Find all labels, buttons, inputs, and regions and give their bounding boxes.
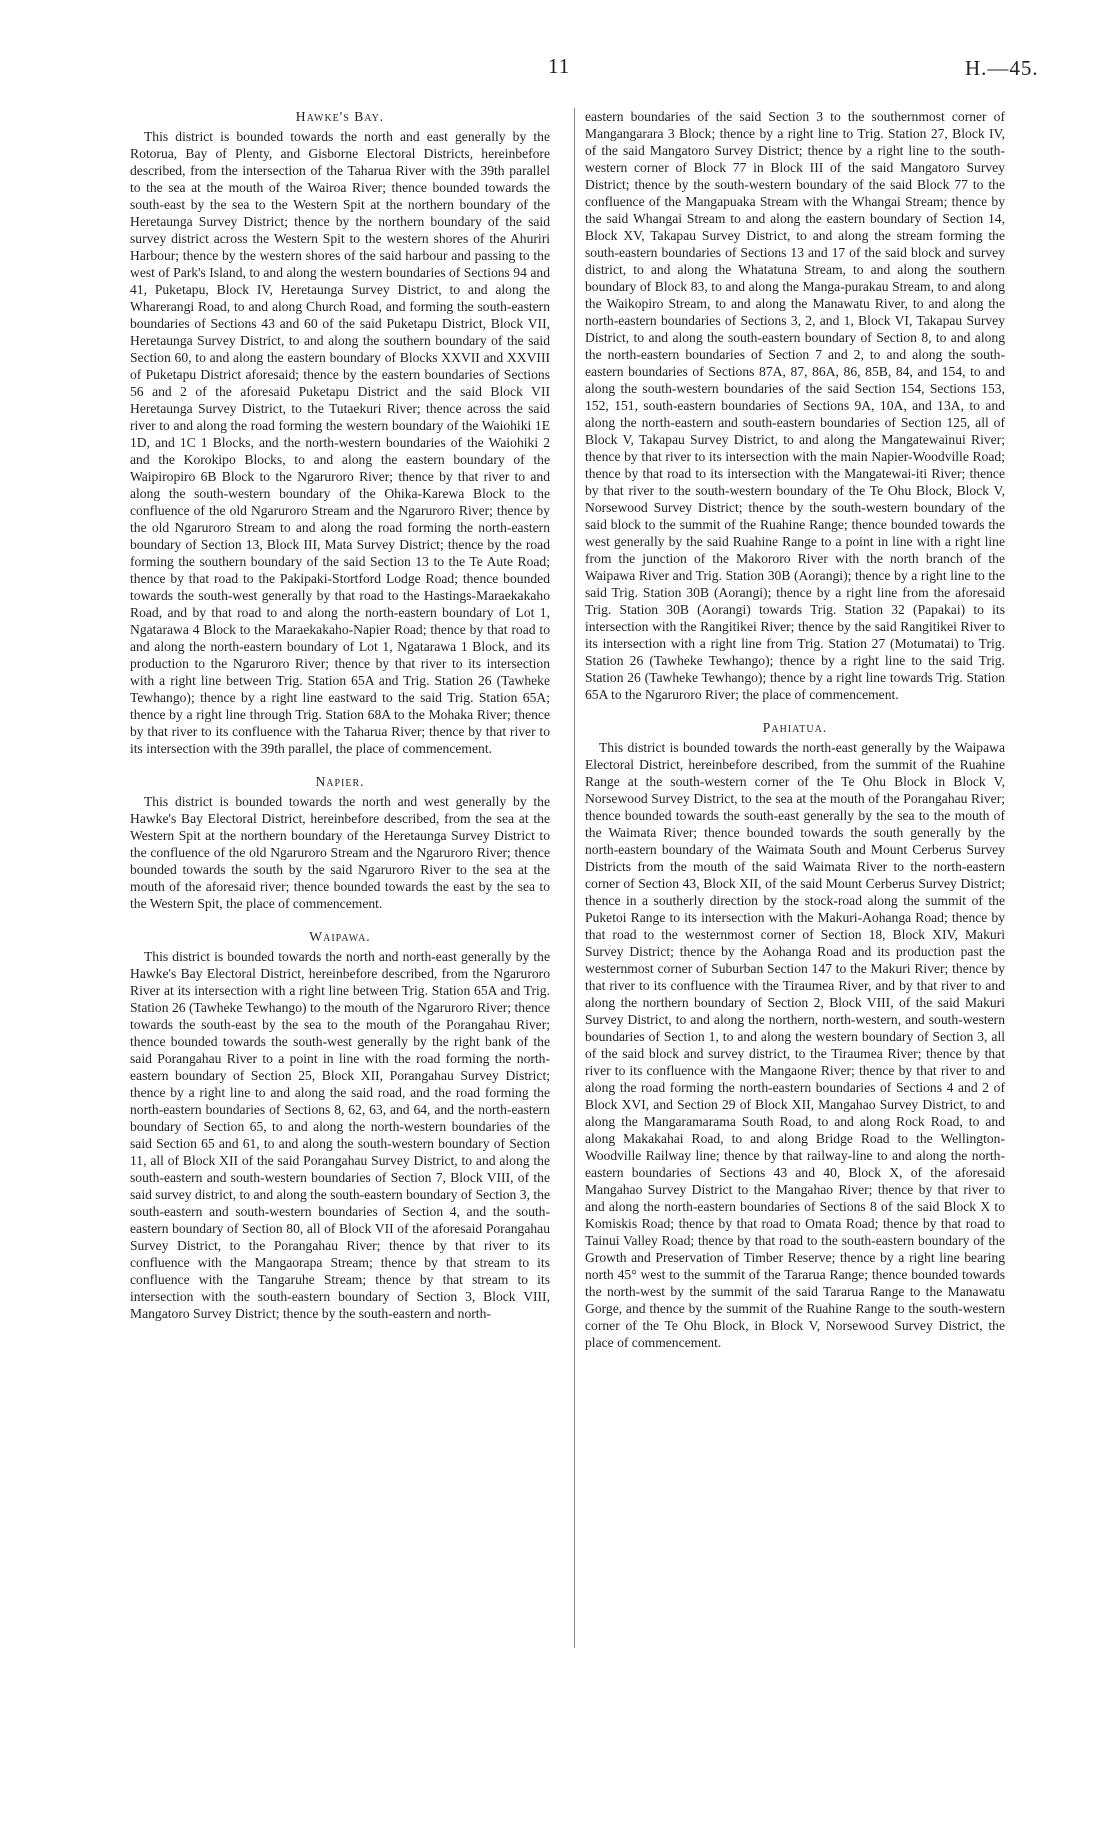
document-reference: H.—45. — [965, 56, 1039, 80]
heading-waipawa: Waipawa. — [309, 929, 371, 944]
heading-pahiatua: Pahiatua. — [762, 720, 828, 735]
heading-napier: Napier. — [315, 774, 365, 789]
paragraph-napier: This district is bounded towards the north and west generally by the Hawke's Bay Electoral District, hereinbefore described, from the sea at the Western Spit at the northern boundary of the Heretaunga Survey District to the confluence of the old Ngaruroro Stream and the Ngaruroro River; thence bounded towards the south by the said Ngaruroro River to the sea at the mouth of the aforesaid river; thence bounded towards the east by the sea to the Western Spit, the place of commencement. — [130, 794, 550, 911]
column-divider — [574, 108, 575, 1648]
paragraph-waipawa-continued: eastern boundaries of the said Section 3 to the southernmost corner of Mangangarara 3 Block; thence by a right line to Trig. Station 27, Block IV, of the said Mangatoro Survey District; thence by a right line to the south-western corner of Block 77 in Block III of the said Mangatoro Survey District; thence by the south-western boundary of the said Block 77 to the confluence of the Mangapuaka Stream with the Whangai Stream; thence by the said Whangai Stream to and along the eastern boundary of Section 14, Block XV, Takapau Survey District, to and along the stream forming the south-eastern boundaries of Sections 13 and 17 of the said block and survey district, to and along the Whatatuna Stream, to and along the southern boundary of Block 83, to and along the Manga-purakau Stream, to and along the Waikopiro Stream, to and along the Manawatu River, to and along the north-eastern boundaries of Sections 3, 2, and 1, Block VI, Takapau Survey District, to and along the south-eastern boundary of Section 8, to and along the north-eastern boundaries of Section 7 and 2, to and along the south-eastern boundaries of Sections 87A, 87, 86A, 86, 85B, 84, and 154, to and along the south-western boundaries of the said Section 154, Sections 153, 152, 151, south-eastern boundaries of Sections 9A, 10A, and 13A, to and along the north-eastern and south-eastern boundaries of Section 125, all of Block V, Takapau Survey District, to and along the Mangatewainui River; thence by that river to its intersection with the main Napier-Woodville Road; thence by that road to its intersection with the Mangatewai-iti River; thence by that river to the south-western boundary of the Te Ohu Block, Block V, Norsewood Survey District; thence by the south-western boundary of the said block to the summit of the Ruahine Range; thence bounded towards the west generally by the said Ruahine Range to a point in line with a right line from the junction of the Makororo River with the north branch of the Waipawa River and Trig. Station 30B (Aorangi); thence by a right line to the said Trig. Station 30B (Aorangi); thence by a right line from the aforesaid Trig. Station 30B (Aorangi) towards Trig. Station 32 (Papakai) to its intersection with the Rangitikei River; thence by the said Rangitikei River to its intersection with a right line from Trig. Station 27 (Motumatai) to Trig. Station 26 (Tawheke Tewhango); thence by a right line to the said Trig. Station 26 (Tawheke Tewhango); thence by a right line towards Trig. Station 65A to the Ngaruroro River; the place of commencement. — [585, 109, 1005, 702]
left-column — [130, 108, 550, 1322]
heading-hawkes-bay: Hawke's Bay. — [295, 109, 385, 124]
paragraph-hawkes-bay: This district is bounded towards the north and east generally by the Rotorua, Bay of Plenty, and Gisborne Electoral Districts, hereinbefore described, from the intersection of the Taharua River with the 39th parallel to the sea at the mouth of the Wairoa River; thence bounded towards the south-east by the sea to the Western Spit at the northern boundary of the Heretaunga Survey District; thence by the northern boundary of the said survey district across the Western Spit to the western shores of the Ahuriri Harbour; thence by the western shores of the said harbour and passing to the west of Park's Island, to and along the western boundaries of Sections 94 and 41, Puketapu, Block IV, Heretaunga Survey District, to and along the Wharerangi Road, to and along Church Road, and forming the south-eastern boundaries of Sections 43 and 60 of the said Puketapu District, Block VII, Heretaunga Survey District, to and along the southern boundary of the said Section 60, to and along the eastern boundary of Blocks XXVII and XXVIII of Puketapu District aforesaid; thence by the eastern boundaries of Sections 56 and 2 of the aforesaid Puketapu District and the said Block VII Heretaunga Survey District, to the Tutaekuri River; thence across the said river to and along the road forming the western boundary of the Waiohiki 1E 1D, and 1C 1 Blocks, and the north-western boundaries of the Waiohiki 2 and the Korokipo Blocks, to and along the eastern boundary of the Waipiropiro 6B Block to the Ngaruroro River; thence by that river to and along the south-western boundary of the Ohika-Karewa Block to the confluence of the old Ngaruroro Stream and the Ngaruroro River; thence by the old Ngaruroro Stream to and along the road forming the north-eastern boundary of Section 13, Block III, Mata Survey District; thence by the road forming the southern boundary of the said Section 13 to the Te Aute Road; thence by that road to the Pakipaki-Stortford Lodge Road; thence bounded towards the south-west generally by that road to the Hastings-Maraekakaho Road, and by that road to and along the north-eastern boundary of Lot 1, Ngatarawa 4 Block to the Maraekakaho-Napier Road; thence by that road to and along the north-eastern boundary of Lot 1, Ngatarawa 1 Block, and its production to the Ngaruroro River; thence by that river to its intersection with a right line between Trig. Station 65A and Trig. Station 26 (Tawheke Tewhango); thence by a right line eastward to the said Trig. Station 65A; thence by a right line through Trig. Station 68A to the Mohaka River; thence by that river to its confluence with the Taharua River; thence by that river to its intersection with the 39th parallel, the place of commencement. — [130, 129, 550, 756]
page-number: 11 — [548, 54, 571, 78]
paragraph-waipawa: This district is bounded towards the north and north-east generally by the Hawke's Bay Electoral District, hereinbefore described, from the Ngaruroro River at its intersection with a right line between Trig. Station 65A and Trig. Station 26 (Tawheke Tewhango) to the mouth of the Ngaruroro River; thence towards the south-east by the sea to the mouth of the Porangahau River; thence bounded towards the south-west generally by the right bank of the said Porangahau River to a point in line with the road forming the north-eastern boundary of Section 25, Block XII, Porangahau Survey District; thence by a right line to and along the said road, and the road forming the north-eastern boundaries of Sections 8, 62, 63, and 64, and the north-eastern boundary of Section 65, to and along the north-western boundaries of the said Section 65 and 61, to and along the south-western boundary of Section 11, all of Block XII of the said Porangahau Survey District, to and along the south-eastern and south-western boundaries of Section 7, Block VIII, of the said survey district, to and along the south-eastern boundary of Section 3, the south-eastern and south-western boundaries of Section 4, and the south-eastern boundary of Section 80, all of Block VII of the aforesaid Porangahau Survey District, to the Porangahau River; thence by that river to its confluence with the Mangaorapa Stream; thence by that stream to its confluence with the Tangaruhe Stream; thence by that stream to its intersection with the south-eastern boundary of Section 3, Block VIII, Mangatoro Survey District; thence by the south-eastern and north- — [130, 949, 550, 1321]
paragraph-pahiatua: This district is bounded towards the north-east generally by the Waipawa Electoral District, hereinbefore described, from the summit of the Ruahine Range at the south-western corner of the Te Ohu Block in Block V, Norsewood Survey District, to the sea at the mouth of the Porangahau River; thence bounded towards the south-east generally by the sea to the mouth of the Waimata River; thence bounded towards the south generally by the north-eastern boundary of the Waimata South and Mount Cerberus Survey Districts from the mouth of the said Waimata River to the north-eastern corner of Section 43, Block XII, of the said Mount Cerberus Survey District; thence in a southerly direction by the stock-road along the summit of the Puketoi Range to its intersection with the Makuri-Aohanga Road; thence by that road to the westernmost corner of Section 18, Block XIV, Makuri Survey District; thence by the Aohanga Road and its production past the westernmost corner of Suburban Section 147 to the Makuri River; thence by that river to its confluence with the Tiraumea River, and by that river to and along the northern boundary of Section 2, Block VIII, of the said Makuri Survey District, to and along the northern, north-western, and south-western boundaries of Section 1, to and along the western boundary of Section 3, all of the said block and survey district, to the Tiraumea River; thence by that river to its confluence with the Mangaone River; thence by that river to and along the road forming the north-eastern boundaries of Sections 4 and 2 of Block XVI, and Section 29 of Block XII, Mangahao Survey District, to and along the Mangaramarama South Road, to and along Rock Road, to and along Makakahai Road, to and along Bridge Road to the Wellington-Woodville Railway line; thence by that railway-line to and along the north-eastern boundaries of Sections 43 and 40, Block X, of the aforesaid Mangahao Survey District to the Mangahao River; thence by that river to and along the north-eastern boundaries of Sections 8 of the said Block X to Komiskis Road; thence by that road to Omata Road; thence by that road to Tainui Valley Road; thence by that road to the south-eastern boundary of the Growth and Preservation of Timber Reserve; thence by a right line bearing north 45° west to the summit of the Tararua Range; thence bounded towards the north-west by the summit of the said Tararua Range to the Manawatu Gorge, and thence by the summit of the Ruahine Range to the south-western corner of the Te Ohu Block, in Block V, Norsewood Survey District, the place of commencement. — [585, 740, 1005, 1350]
right-column — [585, 108, 1005, 1351]
